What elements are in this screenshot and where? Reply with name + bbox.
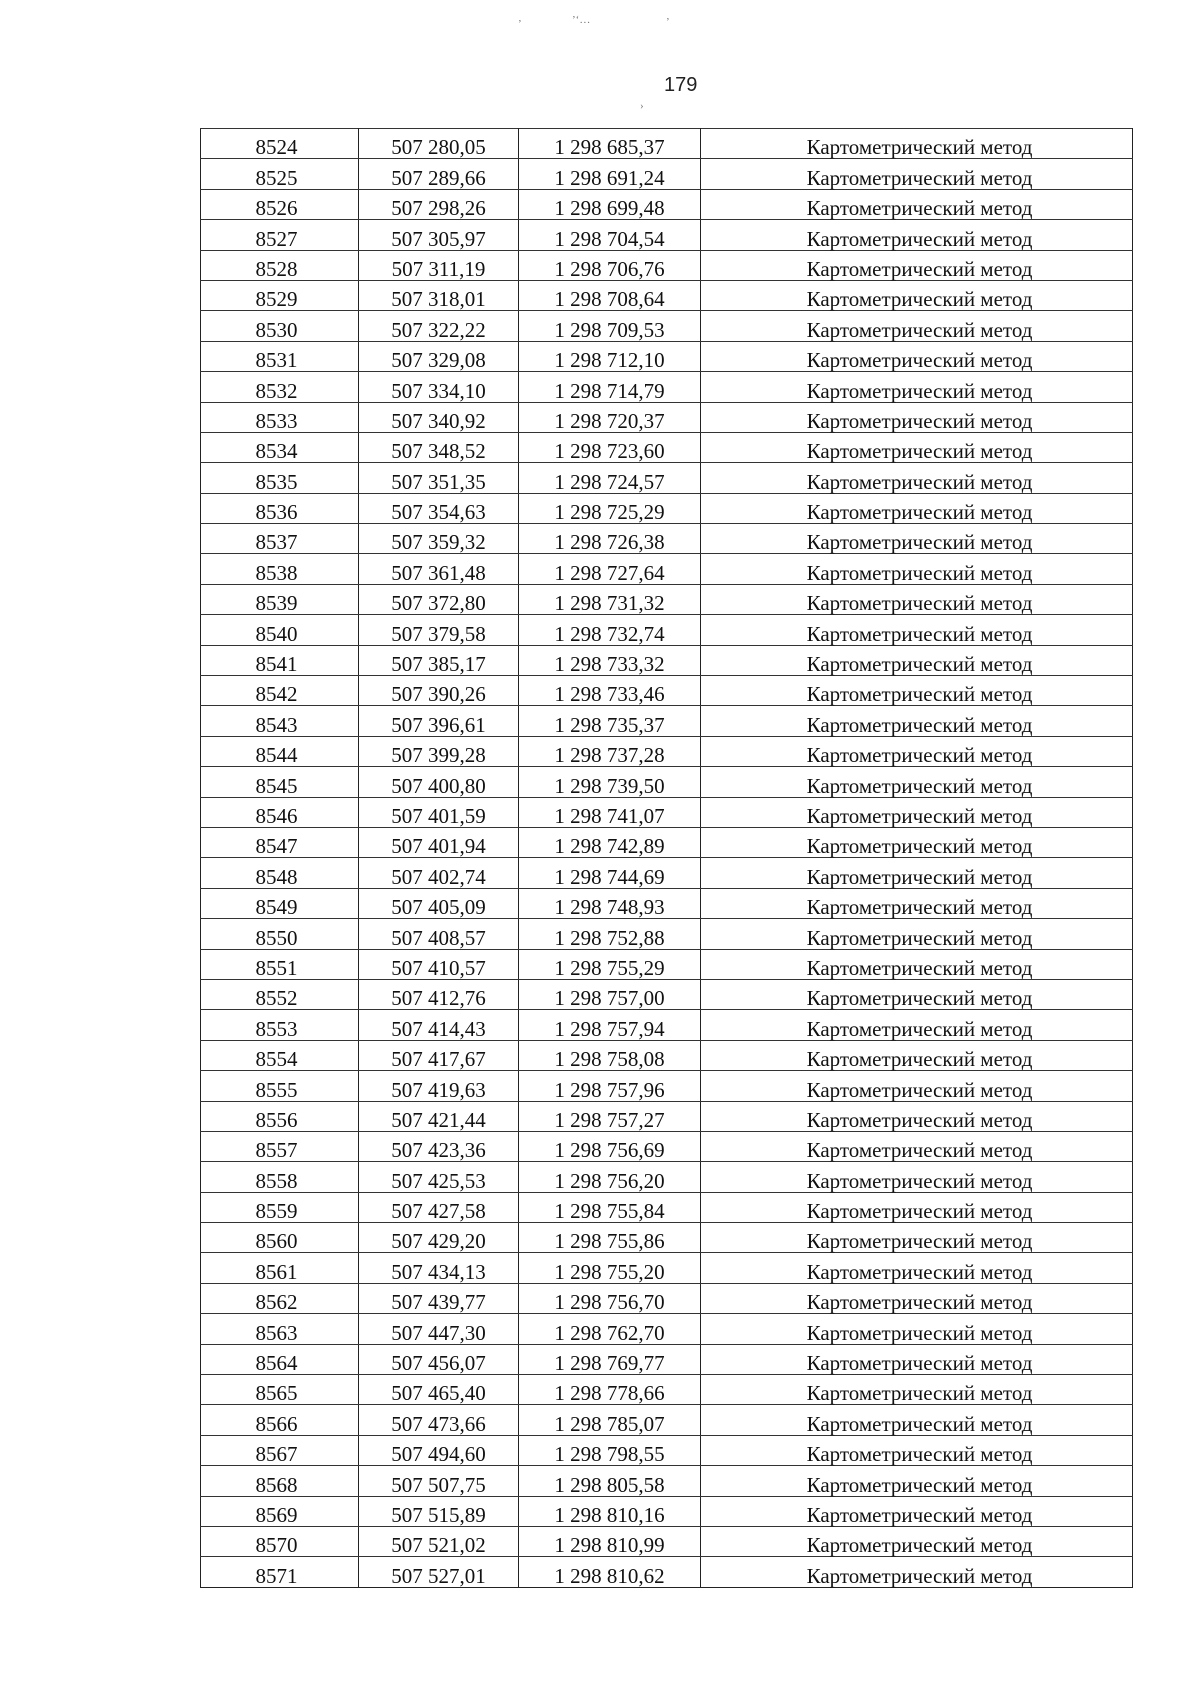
table-row: [201, 1496, 1133, 1526]
y-coordinate-cell: 1 298 733,32: [519, 645, 701, 675]
y-coordinate-cell: 1 298 714,79: [519, 372, 701, 402]
point-number-cell: 8533: [201, 402, 359, 432]
table-row: [201, 797, 1133, 827]
y-coordinate-cell: 1 298 720,37: [519, 402, 701, 432]
method-cell: Картометрический метод: [701, 159, 1133, 189]
y-coordinate-cell: 1 298 757,27: [519, 1101, 701, 1131]
y-coordinate-cell: 1 298 752,88: [519, 919, 701, 949]
table-row: [201, 1192, 1133, 1222]
table-row: [201, 1344, 1133, 1374]
table-row: [201, 432, 1133, 462]
y-coordinate-cell: 1 298 737,28: [519, 736, 701, 766]
table-row: [201, 341, 1133, 371]
y-coordinate-cell: 1 298 778,66: [519, 1375, 701, 1405]
point-number-cell: 8525: [201, 159, 359, 189]
y-coordinate-cell: 1 298 691,24: [519, 159, 701, 189]
point-number-cell: 8554: [201, 1040, 359, 1070]
point-number-cell: 8569: [201, 1496, 359, 1526]
x-coordinate-cell: 507 400,80: [359, 767, 519, 797]
method-cell: Картометрический метод: [701, 1405, 1133, 1435]
point-number-cell: 8530: [201, 311, 359, 341]
method-cell: Картометрический метод: [701, 1071, 1133, 1101]
y-coordinate-cell: 1 298 755,29: [519, 949, 701, 979]
method-cell: Картометрический метод: [701, 524, 1133, 554]
method-cell: Картометрический метод: [701, 1557, 1133, 1587]
y-coordinate-cell: 1 298 757,96: [519, 1071, 701, 1101]
y-coordinate-cell: 1 298 732,74: [519, 615, 701, 645]
x-coordinate-cell: 507 423,36: [359, 1131, 519, 1161]
point-number-cell: 8555: [201, 1071, 359, 1101]
y-coordinate-cell: 1 298 758,08: [519, 1040, 701, 1070]
x-coordinate-cell: 507 390,26: [359, 676, 519, 706]
x-coordinate-cell: 507 396,61: [359, 706, 519, 736]
table-row: [201, 1526, 1133, 1556]
y-coordinate-cell: 1 298 685,37: [519, 129, 701, 159]
table-row: [201, 1253, 1133, 1283]
method-cell: Картометрический метод: [701, 1496, 1133, 1526]
method-cell: Картометрический метод: [701, 1466, 1133, 1496]
point-number-cell: 8534: [201, 432, 359, 462]
y-coordinate-cell: 1 298 704,54: [519, 220, 701, 250]
point-number-cell: 8552: [201, 979, 359, 1009]
table-row: [201, 250, 1133, 280]
x-coordinate-cell: 507 527,01: [359, 1557, 519, 1587]
y-coordinate-cell: 1 298 810,99: [519, 1526, 701, 1556]
table-row: [201, 919, 1133, 949]
x-coordinate-cell: 507 399,28: [359, 736, 519, 766]
y-coordinate-cell: 1 298 769,77: [519, 1344, 701, 1374]
point-number-cell: 8564: [201, 1344, 359, 1374]
scan-mark: ’‘…: [572, 14, 591, 26]
x-coordinate-cell: 507 379,58: [359, 615, 519, 645]
x-coordinate-cell: 507 419,63: [359, 1071, 519, 1101]
y-coordinate-cell: 1 298 755,86: [519, 1223, 701, 1253]
y-coordinate-cell: 1 298 757,94: [519, 1010, 701, 1040]
y-coordinate-cell: 1 298 735,37: [519, 706, 701, 736]
x-coordinate-cell: 507 361,48: [359, 554, 519, 584]
y-coordinate-cell: 1 298 755,84: [519, 1192, 701, 1222]
x-coordinate-cell: 507 473,66: [359, 1405, 519, 1435]
point-number-cell: 8553: [201, 1010, 359, 1040]
point-number-cell: 8556: [201, 1101, 359, 1131]
y-coordinate-cell: 1 298 741,07: [519, 797, 701, 827]
y-coordinate-cell: 1 298 726,38: [519, 524, 701, 554]
method-cell: Картометрический метод: [701, 1283, 1133, 1313]
point-number-cell: 8527: [201, 220, 359, 250]
y-coordinate-cell: 1 298 756,20: [519, 1162, 701, 1192]
y-coordinate-cell: 1 298 785,07: [519, 1405, 701, 1435]
method-cell: Картометрический метод: [701, 1131, 1133, 1161]
table-row: [201, 1283, 1133, 1313]
table-row: [201, 311, 1133, 341]
table-row: [201, 645, 1133, 675]
x-coordinate-cell: 507 329,08: [359, 341, 519, 371]
y-coordinate-cell: 1 298 709,53: [519, 311, 701, 341]
point-number-cell: 8550: [201, 919, 359, 949]
x-coordinate-cell: 507 348,52: [359, 432, 519, 462]
x-coordinate-cell: 507 318,01: [359, 280, 519, 310]
page-number: 179: [664, 74, 698, 96]
y-coordinate-cell: 1 298 805,58: [519, 1466, 701, 1496]
method-cell: Картометрический метод: [701, 280, 1133, 310]
point-number-cell: 8561: [201, 1253, 359, 1283]
y-coordinate-cell: 1 298 725,29: [519, 493, 701, 523]
point-number-cell: 8571: [201, 1557, 359, 1587]
y-coordinate-cell: 1 298 810,16: [519, 1496, 701, 1526]
table-row: [201, 615, 1133, 645]
point-number-cell: 8539: [201, 584, 359, 614]
point-number-cell: 8526: [201, 189, 359, 219]
y-coordinate-cell: 1 298 762,70: [519, 1314, 701, 1344]
method-cell: Картометрический метод: [701, 1253, 1133, 1283]
point-number-cell: 8536: [201, 493, 359, 523]
x-coordinate-cell: 507 421,44: [359, 1101, 519, 1131]
x-coordinate-cell: 507 334,10: [359, 372, 519, 402]
x-coordinate-cell: 507 429,20: [359, 1223, 519, 1253]
x-coordinate-cell: 507 385,17: [359, 645, 519, 675]
point-number-cell: 8562: [201, 1283, 359, 1313]
table-row: [201, 402, 1133, 432]
method-cell: Картометрический метод: [701, 372, 1133, 402]
point-number-cell: 8558: [201, 1162, 359, 1192]
x-coordinate-cell: 507 401,94: [359, 827, 519, 857]
x-coordinate-cell: 507 515,89: [359, 1496, 519, 1526]
point-number-cell: 8542: [201, 676, 359, 706]
scan-mark: ’: [666, 16, 670, 28]
x-coordinate-cell: 507 402,74: [359, 858, 519, 888]
method-cell: Картометрический метод: [701, 827, 1133, 857]
x-coordinate-cell: 507 322,22: [359, 311, 519, 341]
table-body: [201, 129, 1133, 1588]
method-cell: Картометрический метод: [701, 767, 1133, 797]
table-row: [201, 736, 1133, 766]
method-cell: Картометрический метод: [701, 1435, 1133, 1465]
x-coordinate-cell: 507 507,75: [359, 1466, 519, 1496]
method-cell: Картометрический метод: [701, 645, 1133, 675]
method-cell: Картометрический метод: [701, 554, 1133, 584]
table-row: [201, 1071, 1133, 1101]
method-cell: Картометрический метод: [701, 311, 1133, 341]
method-cell: Картометрический метод: [701, 949, 1133, 979]
y-coordinate-cell: 1 298 756,70: [519, 1283, 701, 1313]
x-coordinate-cell: 507 434,13: [359, 1253, 519, 1283]
y-coordinate-cell: 1 298 757,00: [519, 979, 701, 1009]
table-row: [201, 888, 1133, 918]
table-row: [201, 493, 1133, 523]
point-number-cell: 8567: [201, 1435, 359, 1465]
scan-mark: ’: [518, 18, 522, 30]
method-cell: Картометрический метод: [701, 1375, 1133, 1405]
table-row: [201, 189, 1133, 219]
point-number-cell: 8532: [201, 372, 359, 402]
table-row: [201, 1375, 1133, 1405]
point-number-cell: 8570: [201, 1526, 359, 1556]
table-row: [201, 463, 1133, 493]
y-coordinate-cell: 1 298 742,89: [519, 827, 701, 857]
method-cell: Картометрический метод: [701, 1192, 1133, 1222]
x-coordinate-cell: 507 494,60: [359, 1435, 519, 1465]
point-number-cell: 8568: [201, 1466, 359, 1496]
scan-mark: ›: [640, 100, 644, 112]
x-coordinate-cell: 507 298,26: [359, 189, 519, 219]
x-coordinate-cell: 507 340,92: [359, 402, 519, 432]
table-row: [201, 1162, 1133, 1192]
method-cell: Картометрический метод: [701, 1223, 1133, 1253]
table-row: [201, 1314, 1133, 1344]
table-row: [201, 280, 1133, 310]
method-cell: Картометрический метод: [701, 615, 1133, 645]
point-number-cell: 8549: [201, 888, 359, 918]
y-coordinate-cell: 1 298 798,55: [519, 1435, 701, 1465]
point-number-cell: 8538: [201, 554, 359, 584]
method-cell: Картометрический метод: [701, 797, 1133, 827]
x-coordinate-cell: 507 447,30: [359, 1314, 519, 1344]
point-number-cell: 8524: [201, 129, 359, 159]
method-cell: Картометрический метод: [701, 463, 1133, 493]
point-number-cell: 8541: [201, 645, 359, 675]
point-number-cell: 8559: [201, 1192, 359, 1222]
y-coordinate-cell: 1 298 733,46: [519, 676, 701, 706]
table-row: [201, 159, 1133, 189]
method-cell: Картометрический метод: [701, 341, 1133, 371]
point-number-cell: 8560: [201, 1223, 359, 1253]
method-cell: Картометрический метод: [701, 1010, 1133, 1040]
table-row: [201, 1131, 1133, 1161]
x-coordinate-cell: 507 456,07: [359, 1344, 519, 1374]
method-cell: Картометрический метод: [701, 493, 1133, 523]
method-cell: Картометрический метод: [701, 129, 1133, 159]
point-number-cell: 8531: [201, 341, 359, 371]
x-coordinate-cell: 507 359,32: [359, 524, 519, 554]
point-number-cell: 8537: [201, 524, 359, 554]
point-number-cell: 8544: [201, 736, 359, 766]
y-coordinate-cell: 1 298 699,48: [519, 189, 701, 219]
point-number-cell: 8557: [201, 1131, 359, 1161]
table-row: [201, 949, 1133, 979]
y-coordinate-cell: 1 298 748,93: [519, 888, 701, 918]
table-row: [201, 220, 1133, 250]
table-row: [201, 767, 1133, 797]
x-coordinate-cell: 507 465,40: [359, 1375, 519, 1405]
x-coordinate-cell: 507 289,66: [359, 159, 519, 189]
table-row: [201, 676, 1133, 706]
x-coordinate-cell: 507 410,57: [359, 949, 519, 979]
table-row: [201, 1405, 1133, 1435]
x-coordinate-cell: 507 408,57: [359, 919, 519, 949]
table-row: [201, 129, 1133, 159]
method-cell: Картометрический метод: [701, 858, 1133, 888]
table-row: [201, 1040, 1133, 1070]
point-number-cell: 8543: [201, 706, 359, 736]
point-number-cell: 8548: [201, 858, 359, 888]
x-coordinate-cell: 507 412,76: [359, 979, 519, 1009]
y-coordinate-cell: 1 298 723,60: [519, 432, 701, 462]
point-number-cell: 8551: [201, 949, 359, 979]
method-cell: Картометрический метод: [701, 402, 1133, 432]
method-cell: Картометрический метод: [701, 706, 1133, 736]
method-cell: Картометрический метод: [701, 919, 1133, 949]
table-row: [201, 584, 1133, 614]
method-cell: Картометрический метод: [701, 676, 1133, 706]
y-coordinate-cell: 1 298 755,20: [519, 1253, 701, 1283]
x-coordinate-cell: 507 354,63: [359, 493, 519, 523]
x-coordinate-cell: 507 417,67: [359, 1040, 519, 1070]
x-coordinate-cell: 507 405,09: [359, 888, 519, 918]
x-coordinate-cell: 507 427,58: [359, 1192, 519, 1222]
table-row: [201, 706, 1133, 736]
y-coordinate-cell: 1 298 739,50: [519, 767, 701, 797]
x-coordinate-cell: 507 372,80: [359, 584, 519, 614]
x-coordinate-cell: 507 414,43: [359, 1010, 519, 1040]
point-number-cell: 8547: [201, 827, 359, 857]
method-cell: Картометрический метод: [701, 220, 1133, 250]
method-cell: Картометрический метод: [701, 584, 1133, 614]
table-row: [201, 1557, 1133, 1587]
y-coordinate-cell: 1 298 706,76: [519, 250, 701, 280]
method-cell: Картометрический метод: [701, 1101, 1133, 1131]
table-row: [201, 524, 1133, 554]
method-cell: Картометрический метод: [701, 888, 1133, 918]
y-coordinate-cell: 1 298 708,64: [519, 280, 701, 310]
method-cell: Картометрический метод: [701, 736, 1133, 766]
x-coordinate-cell: 507 425,53: [359, 1162, 519, 1192]
table-row: [201, 979, 1133, 1009]
point-number-cell: 8545: [201, 767, 359, 797]
method-cell: Картометрический метод: [701, 1344, 1133, 1374]
x-coordinate-cell: 507 521,02: [359, 1526, 519, 1556]
point-number-cell: 8563: [201, 1314, 359, 1344]
table-row: [201, 1466, 1133, 1496]
table-row: [201, 1223, 1133, 1253]
method-cell: Картометрический метод: [701, 1162, 1133, 1192]
method-cell: Картометрический метод: [701, 979, 1133, 1009]
point-number-cell: 8528: [201, 250, 359, 280]
table-row: [201, 372, 1133, 402]
x-coordinate-cell: 507 439,77: [359, 1283, 519, 1313]
y-coordinate-cell: 1 298 744,69: [519, 858, 701, 888]
y-coordinate-cell: 1 298 731,32: [519, 584, 701, 614]
x-coordinate-cell: 507 305,97: [359, 220, 519, 250]
y-coordinate-cell: 1 298 727,64: [519, 554, 701, 584]
y-coordinate-cell: 1 298 712,10: [519, 341, 701, 371]
y-coordinate-cell: 1 298 756,69: [519, 1131, 701, 1161]
x-coordinate-cell: 507 401,59: [359, 797, 519, 827]
method-cell: Картометрический метод: [701, 1314, 1133, 1344]
point-number-cell: 8566: [201, 1405, 359, 1435]
table-row: [201, 858, 1133, 888]
method-cell: Картометрический метод: [701, 250, 1133, 280]
coordinates-table: [200, 128, 1133, 1588]
method-cell: Картометрический метод: [701, 189, 1133, 219]
point-number-cell: 8529: [201, 280, 359, 310]
point-number-cell: 8565: [201, 1375, 359, 1405]
method-cell: Картометрический метод: [701, 432, 1133, 462]
point-number-cell: 8546: [201, 797, 359, 827]
x-coordinate-cell: 507 351,35: [359, 463, 519, 493]
y-coordinate-cell: 1 298 724,57: [519, 463, 701, 493]
table-row: [201, 827, 1133, 857]
method-cell: Картометрический метод: [701, 1526, 1133, 1556]
table-row: [201, 554, 1133, 584]
point-number-cell: 8540: [201, 615, 359, 645]
table-row: [201, 1101, 1133, 1131]
x-coordinate-cell: 507 311,19: [359, 250, 519, 280]
point-number-cell: 8535: [201, 463, 359, 493]
table-row: [201, 1010, 1133, 1040]
method-cell: Картометрический метод: [701, 1040, 1133, 1070]
x-coordinate-cell: 507 280,05: [359, 129, 519, 159]
table-row: [201, 1435, 1133, 1465]
y-coordinate-cell: 1 298 810,62: [519, 1557, 701, 1587]
